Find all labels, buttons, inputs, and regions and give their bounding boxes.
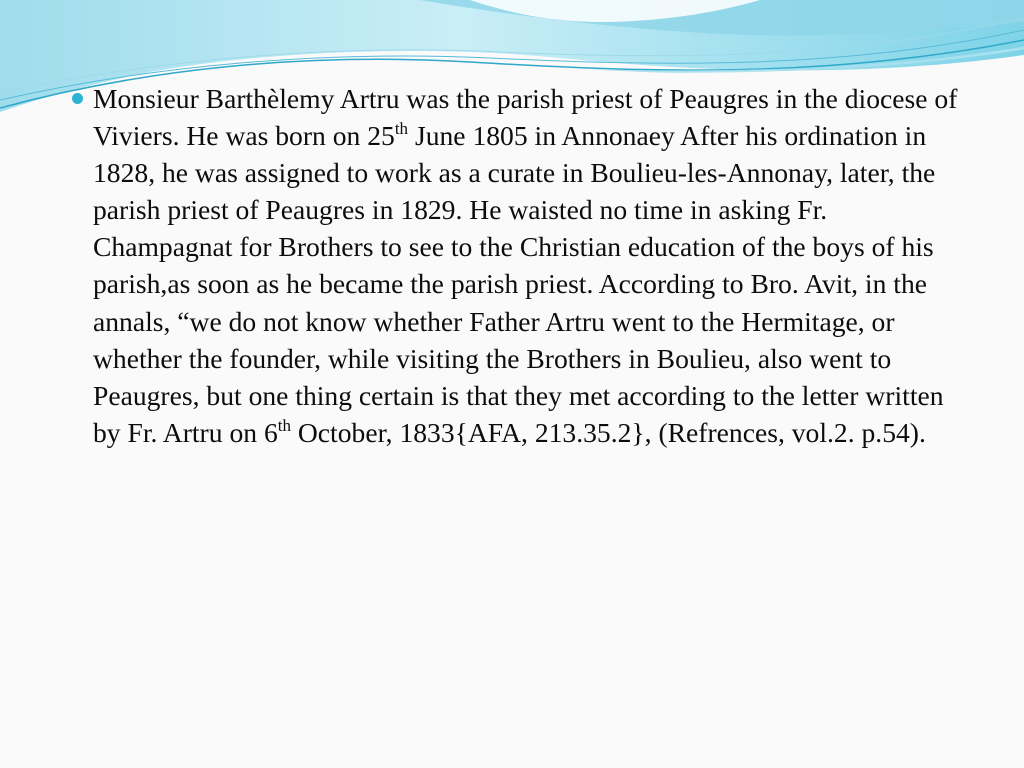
body-text-part-2: June 1805 in Annonaey After his ordination in 1828, he was assigned to work as a curate in Boulieu-les-Annonay, later, the parish priest of Peaugres in 1829. He waisted no time in asking Fr. Champagnat for Brothers to see to the Christian education of the boys of his parish,as soon as he became the parish priest. According to Bro. Avit, in the annals, “we do not know whether Father Artru went to the Hermitage, or whether the founder, while visiting the Brothers in Boulieu, also went to Peaugres, but one thing certain is that they met according to the letter written by Fr. Artru on 6	[93, 120, 944, 448]
body-text-part-3: October, 1833{AFA, 213.35.2}, (Refrences, vol.2. p.54).	[290, 416, 926, 448]
ordinal-superscript-1: th	[394, 119, 409, 139]
body-text-part-1: Monsieur Barthèlemy Artru was the parish priest of Peaugres in the diocese of Viviers. He was born on 25	[93, 83, 958, 152]
slide-content	[72, 80, 972, 451]
bullet-paragraph	[72, 80, 972, 451]
body-text	[93, 80, 968, 451]
ordinal-superscript-2: th	[277, 415, 291, 435]
filled-circle-bullet-icon	[72, 93, 83, 104]
